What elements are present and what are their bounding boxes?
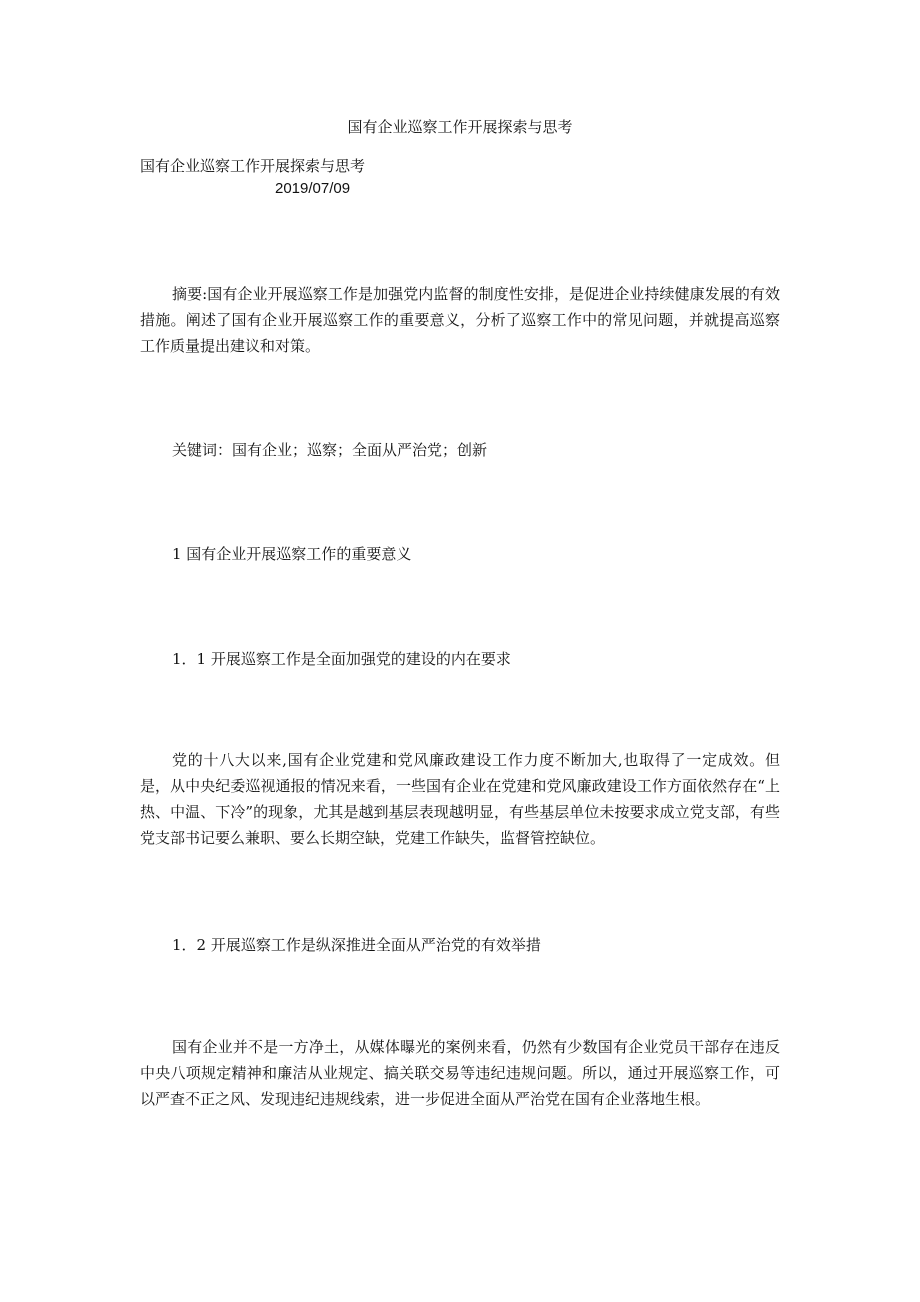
page-title: 国有企业巡察工作开展探索与思考 (347, 118, 573, 136)
section-1-1-heading: 1．1 开展巡察工作是全面加强党的建设的内在要求 (172, 650, 511, 668)
section-1-1-body: 党的十八大以来,国有企业党建和党风廉政建设工作力度不断加大,也取得了一定成效。但是，从中央纪委巡视通报的情况来看，一些国有企业在党建和党风廉政建设工作方面依然存在“上热、中温、下冷”的现象，尤其是越到基层表现越明显，有些基层单位未按要求成立党支部，有些党支部书记要么兼职、要么长期空缺，党建工作缺失，监督管控缺位。 (140, 751, 780, 847)
publish-date: 2019/07/09 (275, 180, 351, 197)
section-1-heading: 1 国有企业开展巡察工作的重要意义 (172, 545, 412, 563)
abstract-paragraph: 摘要:国有企业开展巡察工作是加强党内监督的制度性安排，是促进企业持续健康发展的有效措施。阐述了国有企业开展巡察工作的重要意义，分析了巡察工作中的常见问题，并就提高巡察工作质量提出建议和对策。 (140, 285, 780, 355)
keywords-line: 关键词：国有企业；巡察；全面从严治党；创新 (172, 441, 488, 459)
section-1-2-body: 国有企业并不是一方净土，从媒体曝光的案例来看，仍然有少数国有企业党员干部存在违反中央八项规定精神和廉洁从业规定、搞关联交易等违纪违规问题。所以，通过开展巡察工作，可以严查不正之风、发现违纪违规线索，进一步促进全面从严治党在国有企业落地生根。 (140, 1038, 780, 1108)
section-1-2-heading: 1．2 开展巡察工作是纵深推进全面从严治党的有效举措 (172, 936, 541, 954)
document-subtitle: 国有企业巡察工作开展探索与思考 (140, 157, 366, 175)
